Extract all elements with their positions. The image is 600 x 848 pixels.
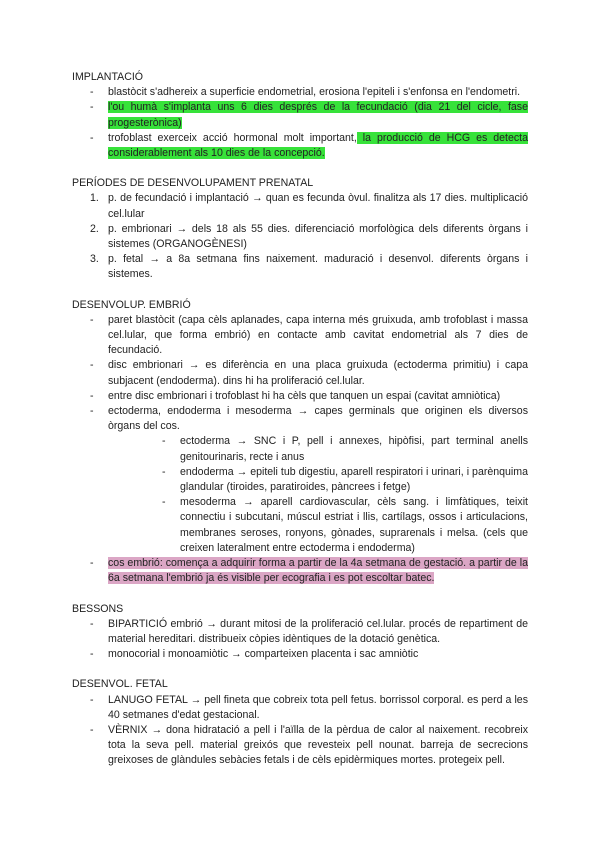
heading-implantacio: IMPLANTACIÓ — [72, 71, 144, 83]
list-item: - BIPARTICIÓ embrió → durant mitosi de la proliferació cel.lular. procés de repartiment de material hereditari. distribueix còpies idèntiques de la dotació genètica. — [72, 617, 528, 647]
sublist-item: - ectoderma → SNC i P, pell i annexes, hipòfisi, part terminal anells genitourinaris, recte i anus — [108, 434, 528, 464]
item-number: 3. — [90, 253, 99, 266]
document-page — [72, 70, 528, 784]
item-number: 1. — [90, 192, 99, 205]
numbered-item — [72, 252, 528, 282]
list-item — [72, 131, 528, 161]
item-number: 2. — [90, 222, 99, 235]
list-item: - blastòcit s'adhereix a superficie endometrial, erosiona l'epiteli i s'enfonsa en l'endometri. — [72, 85, 528, 100]
heading-desenvol-fetal: DESENVOL. FETAL — [72, 678, 168, 691]
heading-periodes: PERÍODES DE DESENVOLUPAMENT PRENATAL — [72, 177, 314, 190]
list-item: - LANUGO FETAL → pell fineta que cobreix tota pell fetus. borrissol corporal. es perd a les 40 setmanes d'edat gestacional. — [72, 693, 528, 723]
list-item-text: trofoblast exerceix acció hormonal molt important, — [108, 131, 357, 144]
list-item: - entre disc embrionari i trofoblast hi ha cèls que tanquen un espai (cavitat amniòtica) — [72, 389, 528, 404]
heading-desenvolup-embrio: DESENVOLUP. EMBRIÓ — [72, 298, 191, 311]
section-desenvolup-embrio — [72, 298, 528, 587]
sublist-item: - mesoderma → aparell cardiovascular, cèls sang. i limfàtiques, teixit connectiu i subcutani, múscul estriat i llis, cartílags, ossos i articulacions, membranes seroses, ronyons, gònades, suprarenals i melsa. (cels que creixen lateralment entre ectoderma i endoderma) — [108, 495, 528, 556]
heading-bessons: BESSONS — [72, 602, 124, 615]
list-item — [72, 404, 528, 556]
list-item: - paret blastòcit (capa cèls aplanades, capa interna més gruixuda, amb trofoblast i massa cel.lular, que forma embrió) en contacte amb cavitat endometrial als 7 dies de fecundació. — [72, 313, 528, 359]
item-text: p. fetal → a 8a setmana fins naixement. maduració i desenvol. diferents òrgans i sistemes. — [108, 253, 528, 281]
numbered-item — [72, 222, 528, 252]
list-item: - monocorial i monoamiòtic → comparteixen placenta i sac amniòtic — [72, 647, 528, 662]
list-item: - disc embrionari → es diferència en una placa gruixuda (ectoderma primitiu) i capa subjacent (endoderma). dins hi ha proliferació cel.lular. — [72, 358, 528, 388]
numbered-item — [72, 191, 528, 221]
periodes-list — [72, 191, 528, 282]
section-periodes — [72, 176, 528, 282]
section-implantacio — [72, 70, 528, 161]
section-bessons — [72, 602, 528, 663]
implantacio-list — [72, 85, 528, 161]
bessons-list — [72, 617, 528, 663]
highlight-pink: cos embrió: comença a adquirir forma a partir de la 4a setmana de gestació. a partir de la 6a setmana l'embrió ja és visible per ecografia i es pot escoltar batec. — [108, 557, 528, 585]
item-text: p. de fecundació i implantació → quan es fecunda òvul. finalitza als 17 dies. multiplicació cel.lular — [108, 192, 528, 220]
highlight-green: l'ou humà s'implanta uns 6 dies després de la fecundació (dia 21 del cicle, fase progesterònica) — [108, 101, 528, 129]
list-item: - VÈRNIX → dona hidratació a pell i l'aïlla de la pèrdua de calor al naixement. recobreix tota la seva pell. material greixós que reveste​ix pell nounat. barreja de secrecions greixoses de glàndules sebàcies fetals i de cèls epidèrmiques mortes. protegeix pell. — [72, 723, 528, 769]
section-desenvol-fetal — [72, 677, 528, 768]
sublist-item: - endoderma → epiteli tub digestiu, aparell respiratori i urinari, i parènquima glandular (tiroides, paratiroides, pàncrees i fetge) — [108, 465, 528, 495]
highlight-green: la producció de HCG es detecta considerablement als 10 dies de la concepció. — [108, 131, 528, 160]
list-item-text: ectoderma, endoderma i mesoderma → capes germinals que originen els diversos òrgans del cos. — [108, 405, 528, 433]
item-text: p. embrionari → dels 18 als 55 dies. diferenciació morfològica dels diferents òrgans i sistemes (ORGANOGÈNESI) — [108, 222, 528, 251]
list-item-highlighted — [72, 100, 528, 130]
germ-layers-sublist — [108, 434, 528, 556]
list-item-highlighted — [72, 556, 528, 586]
desenvolup-list — [72, 313, 528, 587]
fetal-list — [72, 693, 528, 769]
